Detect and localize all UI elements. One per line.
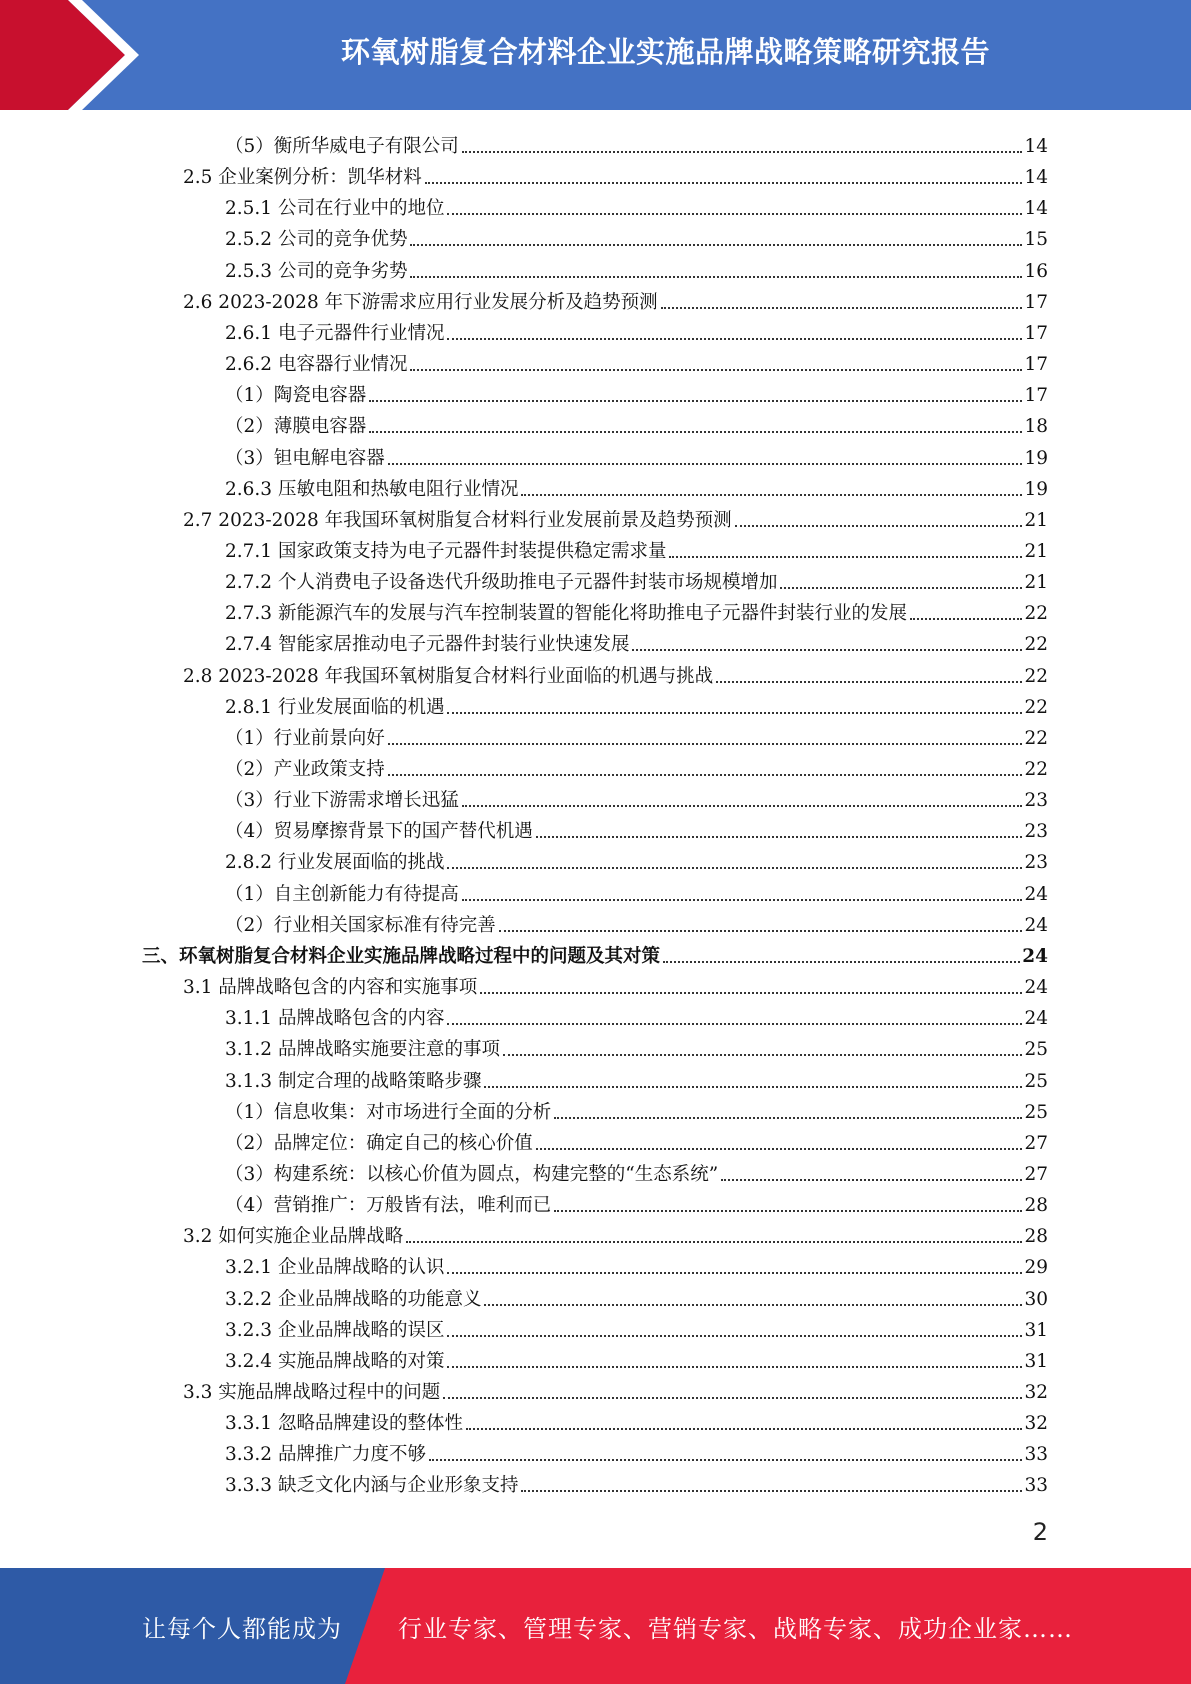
toc-entry[interactable] [225,252,1048,283]
toc-entry[interactable] [225,1248,1048,1279]
toc-entry-title: 3.2 如何实施企业品牌战略 [183,1226,404,1248]
toc-entry-page: 17 [1024,322,1048,344]
toc-entry-title: （1）信息收集：对市场进行全面的分析 [225,1101,552,1123]
toc-entry-page: 25 [1024,1039,1048,1061]
toc-entry[interactable] [225,1280,1048,1311]
page-number: 2 [1032,1518,1048,1546]
toc-entry-title: （4）营销推广：万般皆有法，唯利而已 [225,1195,552,1217]
toc-dot-leader [536,1148,1023,1150]
toc-entry-title: 2.8.2 行业发展面临的挑战 [225,852,445,874]
toc-dot-leader [554,1210,1022,1212]
toc-entry[interactable] [225,189,1048,220]
toc-entry[interactable] [183,158,1048,189]
toc-entry[interactable] [225,719,1048,750]
toc-entry-page: 23 [1024,790,1048,812]
toc-entry-title: （5）衡所华威电子有限公司 [225,136,459,157]
toc-entry-title: （2）品牌定位：确定自己的核心价值 [225,1132,533,1154]
toc-dot-leader [462,151,1023,153]
toc-entry[interactable] [225,688,1048,719]
toc-dot-leader [780,587,1022,589]
toc-entry-page: 19 [1024,447,1048,469]
toc-entry-title: 3.1.1 品牌战略包含的内容 [225,1008,445,1030]
toc-entry[interactable] [225,1311,1048,1342]
toc-entry-page: 18 [1024,416,1048,438]
toc-entry[interactable] [225,376,1048,407]
toc-entry-title: （3）行业下游需求增长迅猛 [225,790,459,812]
report-title: 环氧树脂复合材料企业实施品牌战略策略研究报告 [340,34,990,69]
toc-entry-title: （2）薄膜电容器 [225,416,367,438]
toc-dot-leader [499,930,1023,932]
toc-entry-title: 2.8.1 行业发展面临的机遇 [225,696,445,718]
toc-dot-leader [443,1397,1022,1399]
toc-entry-page: 21 [1024,572,1048,594]
toc-entry-title: 3.2.1 企业品牌战略的认识 [225,1257,445,1279]
toc-dot-leader [410,369,1022,371]
toc-entry[interactable] [225,1186,1048,1217]
toc-entry-title: （3）钽电解电容器 [225,447,385,469]
toc-dot-leader [521,1490,1022,1492]
toc-dot-leader [721,1179,1022,1181]
toc-entry-page: 25 [1024,1070,1048,1092]
toc-entry[interactable] [183,1373,1048,1404]
toc-entry-page: 17 [1024,354,1048,376]
toc-entry-title: 3.2.4 实施品牌战略的对策 [225,1350,445,1372]
toc-entry[interactable] [183,968,1048,999]
toc-dot-leader [669,556,1022,558]
toc-entry[interactable] [183,657,1048,688]
toc-entry[interactable] [225,594,1048,625]
toc-dot-leader [503,1054,1022,1056]
toc-entry-page: 17 [1024,291,1048,313]
toc-entry-title: （4）贸易摩擦背景下的国产替代机遇 [225,821,533,843]
toc-entry[interactable] [225,532,1048,563]
toc-entry-page: 19 [1024,478,1048,500]
toc-entry[interactable] [225,843,1048,874]
toc-entry-title: 2.7 2023-2028 年我国环氧树脂复合材料行业发展前景及趋势预测 [183,509,732,531]
toc-entry[interactable] [225,625,1048,656]
toc-entry[interactable] [183,283,1048,314]
toc-dot-leader [410,244,1022,246]
toc-entry-title: （1）陶瓷电容器 [225,385,367,407]
toc-entry[interactable] [225,812,1048,843]
toc-dot-leader [388,774,1023,776]
toc-entry-page: 21 [1024,509,1048,531]
header-arrow-decoration [0,0,150,110]
toc-dot-leader [369,400,1022,402]
toc-entry-page: 33 [1024,1444,1048,1466]
toc-entry-page: 24 [1024,883,1048,905]
toc-entry[interactable] [225,750,1048,781]
toc-entry-page: 27 [1024,1163,1048,1185]
toc-dot-leader [429,1459,1022,1461]
toc-entry-title: 2.7.3 新能源汽车的发展与汽车控制装置的智能化将助推电子元器件封装行业的发展 [225,603,907,625]
toc-entry[interactable] [225,563,1048,594]
toc-entry-title: 2.6.2 电容器行业情况 [225,354,408,376]
toc-entry-title: （1）自主创新能力有待提高 [225,883,459,905]
toc-dot-leader [480,992,1022,994]
toc-dot-leader [661,307,1023,309]
toc-entry-title: 2.5 企业案例分析：凯华材料 [183,167,422,189]
toc-entry-page: 28 [1024,1226,1048,1248]
toc-entry-page: 14 [1024,136,1048,157]
toc-entry-page: 22 [1024,665,1048,687]
toc-entry-page: 24 [1024,977,1048,999]
toc-entry-page: 21 [1024,540,1048,562]
toc-dot-leader [536,836,1023,838]
toc-entry[interactable] [225,1093,1048,1124]
toc-entry-page: 16 [1024,260,1048,282]
toc-entry-title: 2.7.2 个人消费电子设备迭代升级助推电子元器件封装市场规模增加 [225,572,778,594]
toc-entry-title: 2.6.1 电子元器件行业情况 [225,322,445,344]
toc-entry[interactable] [225,1030,1048,1061]
toc-entry-page: 31 [1024,1319,1048,1341]
toc-entry-title: 3.3.3 缺乏文化内涵与企业形象支持 [225,1475,519,1497]
toc-entry[interactable] [225,1404,1048,1435]
toc-entry[interactable] [225,220,1048,251]
toc-dot-leader [406,1241,1022,1243]
toc-entry[interactable] [225,1342,1048,1373]
footer-slogan-right: 行业专家、管理专家、营销专家、战略专家、成功企业家…… [398,1614,1073,1643]
toc-entry-title: 2.8 2023-2028 年我国环氧树脂复合材料行业面临的机遇与挑战 [183,665,714,687]
toc-dot-leader [554,1117,1022,1119]
toc-entry-title: 3.3.1 忽略品牌建设的整体性 [225,1413,463,1435]
toc-entry[interactable] [225,1124,1048,1155]
toc-entry-title: 2.6.3 压敏电阻和热敏电阻行业情况 [225,478,519,500]
toc-entry[interactable] [225,781,1048,812]
toc-dot-leader [466,1428,1022,1430]
toc-dot-leader [484,1304,1022,1306]
toc-dot-leader [663,961,1020,963]
toc-entry-title: （3）构建系统：以核心价值为圆点，构建完整的“生态系统” [225,1163,719,1185]
toc-entry[interactable] [225,439,1048,470]
toc-entry-page: 22 [1024,634,1048,656]
toc-dot-leader [388,463,1023,465]
toc-entry[interactable] [225,345,1048,376]
toc-dot-leader [447,1366,1022,1368]
toc-entry[interactable] [225,127,1048,158]
toc-entry-page: 31 [1024,1350,1048,1372]
toc-entry-page: 14 [1024,198,1048,220]
toc-dot-leader [910,618,1022,620]
toc-entry-page: 33 [1024,1475,1048,1497]
toc-dot-leader [447,1335,1022,1337]
toc-entry-page: 22 [1024,727,1048,749]
toc-dot-leader [447,712,1022,714]
toc-entry-page: 24 [1024,914,1048,936]
toc-dot-leader [447,867,1022,869]
toc-dot-leader [735,525,1023,527]
toc-dot-leader [484,1086,1022,1088]
toc-entry-title: 2.6 2023-2028 年下游需求应用行业发展分析及趋势预测 [183,291,658,313]
toc-entry-page: 25 [1024,1101,1048,1123]
toc-entry-title: 3.1 品牌战略包含的内容和实施事项 [183,977,478,999]
toc-dot-leader [447,338,1022,340]
toc-entry-title: （1）行业前景向好 [225,727,385,749]
page-footer [0,1568,1191,1684]
toc-dot-leader [369,431,1022,433]
toc-dot-leader [632,649,1022,651]
toc-entry-page: 28 [1024,1195,1048,1217]
toc-entry[interactable] [183,501,1048,532]
toc-entry[interactable] [225,906,1048,937]
toc-entry-page: 30 [1024,1288,1048,1310]
toc-dot-leader [462,899,1023,901]
toc-entry-title: 2.7.4 智能家居推动电子元器件封装行业快速发展 [225,634,630,656]
toc-dot-leader [447,1272,1022,1274]
toc-dot-leader [425,182,1023,184]
toc-entry[interactable] [225,470,1048,501]
toc-entry[interactable] [183,1217,1048,1248]
toc-entry[interactable] [225,1435,1048,1466]
toc-dot-leader [410,276,1022,278]
toc-entry-page: 23 [1024,821,1048,843]
toc-entry-title: 3.3.2 品牌推广力度不够 [225,1444,426,1466]
toc-dot-leader [388,743,1023,745]
toc-entry-page: 22 [1024,759,1048,780]
footer-slogan-left: 让每个人都能成为 [142,1614,342,1643]
toc-entry-page: 24 [1024,1008,1048,1030]
toc-entry[interactable] [225,1466,1048,1497]
toc-entry-title: 3.2.3 企业品牌战略的误区 [225,1319,445,1341]
toc-entry-page: 32 [1024,1382,1048,1403]
toc-entry[interactable] [225,1155,1048,1186]
toc-entry[interactable] [142,937,1048,968]
toc-dot-leader [447,1023,1022,1025]
toc-entry-page: 17 [1024,385,1048,407]
toc-entry-title: 2.5.3 公司的竞争劣势 [225,260,408,282]
toc-entry-title: 3.1.3 制定合理的战略策略步骤 [225,1070,482,1092]
toc-dot-leader [716,681,1022,683]
toc-entry[interactable] [225,1062,1048,1093]
toc-entry-page: 22 [1024,603,1048,625]
toc-entry-title: （2）行业相关国家标准有待完善 [225,914,496,936]
toc-dot-leader [521,494,1022,496]
toc-entry[interactable] [225,407,1048,438]
toc-entry-title: 2.7.1 国家政策支持为电子元器件封装提供稳定需求量 [225,540,667,562]
toc-entry-page: 29 [1024,1257,1048,1279]
page-header [0,0,1191,110]
toc-entry[interactable] [225,314,1048,345]
toc-entry-title: （2）产业政策支持 [225,759,385,780]
toc-entry-page: 23 [1024,852,1048,874]
toc-entry-title: 3.1.2 品牌战略实施要注意的事项 [225,1039,500,1061]
toc-entry[interactable] [225,999,1048,1030]
toc-entry-page: 32 [1024,1413,1048,1435]
toc-entry[interactable] [225,875,1048,906]
toc-entry-title: 2.5.2 公司的竞争优势 [225,229,408,251]
toc-entry-page: 27 [1024,1132,1048,1154]
toc-entry-title: 三、环氧树脂复合材料企业实施品牌战略过程中的问题及其对策 [142,945,661,967]
toc-entry-title: 3.3 实施品牌战略过程中的问题 [183,1382,441,1403]
toc-dot-leader [447,213,1022,215]
toc-entry-page: 24 [1022,945,1048,967]
toc-entry-title: 3.2.2 企业品牌战略的功能意义 [225,1288,482,1310]
toc-entry-page: 15 [1024,229,1048,251]
toc-entry-page: 14 [1024,167,1048,189]
toc-dot-leader [462,805,1023,807]
toc-entry-page: 22 [1024,696,1048,718]
toc-entry-title: 2.5.1 公司在行业中的地位 [225,198,445,220]
